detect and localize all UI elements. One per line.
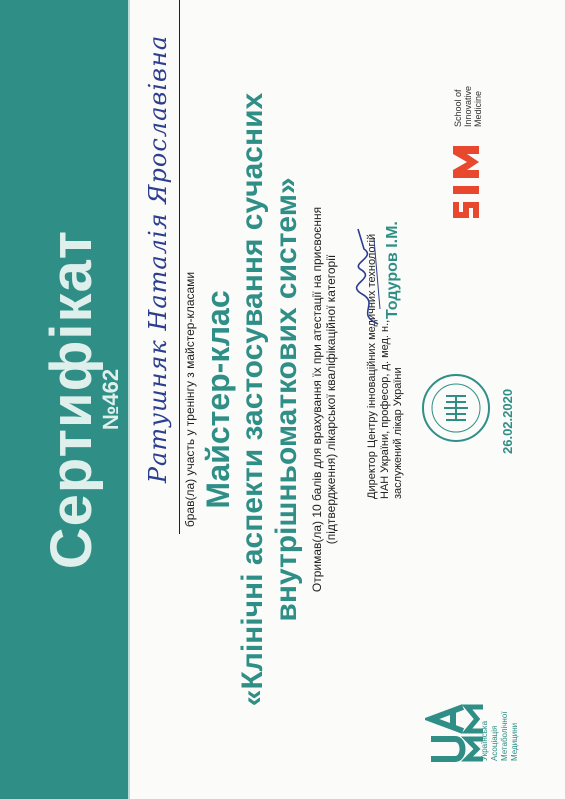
sim-line-1: School of xyxy=(453,89,463,127)
director-signature xyxy=(350,219,384,329)
recipient-name: Ратушняк Наталія Ярославівна xyxy=(144,34,172,484)
uamm-line-4: Медицини xyxy=(510,722,519,761)
certificate-title: Сертифікат xyxy=(39,229,104,570)
points-text-line-1: Отримав(ла) 10 балів для врахування їх при атестації на присвоєння xyxy=(310,206,324,593)
event-type: Майстер-клас xyxy=(200,290,236,509)
director-title-line-3: заслужений лікар України xyxy=(392,367,404,499)
sim-line-3: Medicine xyxy=(473,90,483,127)
uamm-logo-icon xyxy=(425,701,487,763)
participation-text: брав(ла) участь у тренінгу з майстер-класами xyxy=(183,271,197,528)
points-text-line-2: (підтвердження) лікарської кваліфікаційної категорії xyxy=(324,254,338,545)
uamm-line-2: Асоціація xyxy=(490,725,499,761)
name-underline xyxy=(179,0,180,534)
director-title-line-1: Директор Центру інноваційних медичних технологій xyxy=(366,233,378,499)
sim-org-name xyxy=(453,37,483,127)
topic-line-2: внутрішньоматкових систем» xyxy=(270,177,303,622)
uamm-line-1: Українська xyxy=(480,720,489,761)
issue-date: 26.02.2020 xyxy=(500,388,515,454)
director-title-line-2: НАН України, професор, д. мед. н., xyxy=(379,319,391,499)
uamm-line-3: Метаболічної xyxy=(500,711,509,761)
uamm-org-name xyxy=(480,691,520,761)
sim-logo-icon xyxy=(445,134,485,224)
center-seal-icon xyxy=(420,372,492,444)
topic-line-1: «Клінічні аспекти застосування сучасних xyxy=(236,92,269,707)
sim-line-2: Innovative xyxy=(463,85,473,127)
certificate-number: №462 xyxy=(98,368,123,431)
director-name: Тодуров І.М. xyxy=(384,221,401,319)
